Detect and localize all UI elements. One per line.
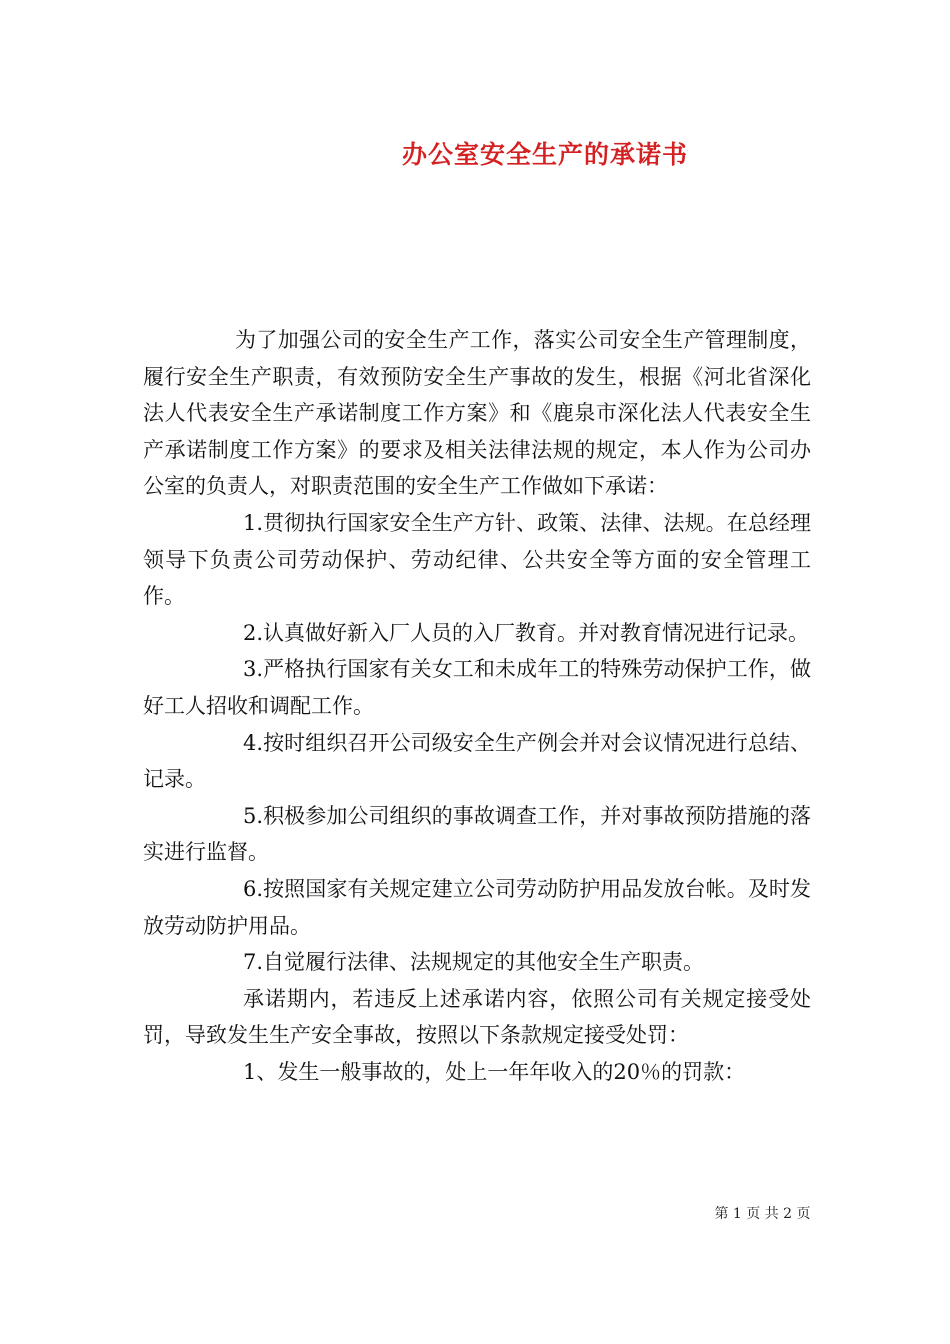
document-title: 办公室安全生产的承诺书: [401, 140, 688, 169]
document-body: [143, 322, 811, 1090]
commitment-item-6: 6.按照国家有关规定建立公司劳动防护用品发放台帐。及时发放劳动防护用品。: [143, 876, 811, 938]
penalty-item-1: 1、发生一般事故的，处上一年年收入的20％的罚款：: [243, 1059, 746, 1084]
commitment-item-7: 7.自觉履行法律、法规规定的其他安全生产职责。: [243, 950, 705, 975]
commitment-item-3: 3.严格执行国家有关女工和未成年工的特殊劳动保护工作，做好工人招收和调配工作。: [143, 657, 811, 718]
page-number: 第 1 页 共 2 页: [714, 1206, 811, 1222]
penalty-paragraph: 承诺期内，若违反上述承诺内容，依照公司有关规定接受处罚，导致发生生产安全事故，按照以下条款规定接受处罚：: [143, 986, 811, 1048]
commitment-item-5: 5.积极参加公司组织的事故调查工作，并对事故预防措施的落实进行监督。: [143, 803, 811, 865]
commitment-item-1: 1.贯彻执行国家安全生产方针、政策、法律、法规。在总经理领导下负责公司劳动保护、劳动纪律、公共安全等方面的安全管理工作。: [143, 510, 811, 609]
commitment-item-4: 4.按时组织召开公司级安全生产例会并对会议情况进行总结、记录。: [143, 730, 811, 792]
commitment-item-2: 2.认真做好新入厂人员的入厂教育。并对教育情况进行记录。: [243, 620, 810, 645]
intro-paragraph: 为了加强公司的安全生产工作，落实公司安全生产管理制度，履行安全生产职责，有效预防安全生产事故的发生，根据《河北省深化法人代表安全生产承诺制度工作方案》和《鹿泉市深化法人代表安全生产承诺制度工作方案》的要求及相关法律法规的规定，本人作为公司办公室的负责人，对职责范围的安全生产工作做如下承诺：: [143, 328, 811, 499]
